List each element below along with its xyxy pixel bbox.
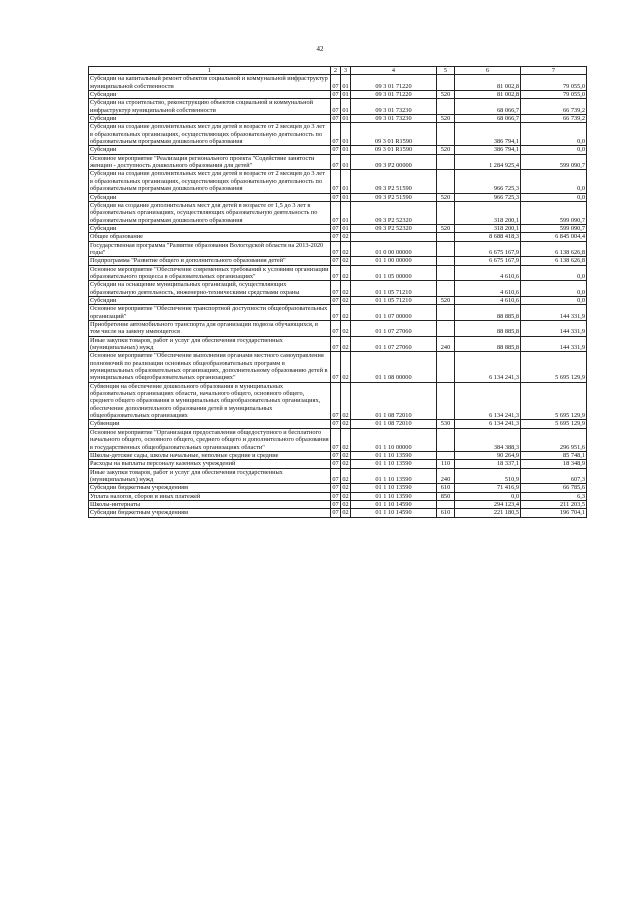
expense-type-cell: 850	[437, 492, 455, 500]
expense-type-cell	[437, 428, 455, 451]
expense-type-cell	[437, 233, 455, 241]
row-name-cell: Уплата налогов, сборов и иных платежей	[89, 492, 331, 500]
table-row	[89, 233, 587, 241]
table-row	[89, 428, 587, 451]
table-row	[89, 420, 587, 428]
amount-2019-cell: 318 200,1	[455, 224, 521, 232]
subsection-code-cell: 02	[341, 265, 351, 281]
subsection-code-cell: 02	[342, 484, 349, 492]
row-name-cell: Субсидии бюджетным учреждениям	[89, 509, 331, 517]
target-article-cell: 01 1 05 71210	[351, 296, 437, 304]
target-article-cell: 09 3 P2 52320	[351, 224, 437, 232]
expense-type-cell	[437, 154, 455, 170]
row-name-cell: Субсидии	[89, 115, 331, 123]
target-article-cell: 09 3 01 71220	[351, 91, 437, 99]
expense-type-cell	[437, 99, 455, 115]
amount-2019-cell: 81 002,8	[455, 75, 521, 91]
section-code-cell: 07	[332, 500, 339, 508]
table-row	[89, 201, 587, 224]
row-name-cell: Школы-интернаты	[89, 500, 331, 508]
amount-2020-cell: 0,0	[521, 265, 587, 281]
table-row	[89, 484, 587, 492]
expense-type-cell	[437, 75, 455, 91]
amount-2019-cell: 386 794,1	[455, 123, 521, 146]
target-article-cell: 09 3 01 73230	[351, 99, 437, 115]
subsection-code-cell: 02	[341, 281, 351, 297]
amount-2019-cell: 386 794,1	[455, 146, 521, 154]
row-name-cell: Общее образование	[89, 233, 331, 241]
amount-2019-cell: 68 066,7	[455, 99, 521, 115]
budget-table	[88, 66, 587, 518]
subsection-code-cell: 02	[342, 460, 349, 468]
subsection-code-cell: 02	[342, 509, 349, 517]
amount-2019-cell: 81 002,8	[455, 91, 521, 99]
amount-2020-cell: 79 055,0	[521, 75, 587, 91]
row-name-cell: Субвенция на обеспечение дошкольного образования в муниципальных образовательных организациях области, начального общего, основного общего, среднего общего образования в муниципальных общеобразовательных организациях, обеспечение дополнительного образования детей в муниципальных общеобразовательных организациях	[89, 382, 331, 420]
section-code-cell: 07	[332, 296, 339, 304]
section-code-cell: 07	[331, 265, 341, 281]
section-code-cell: 07	[332, 451, 339, 459]
row-name-cell: Приобретение автомобильного транспорта для организации подвоза обучающихся, в том числе на замену имеющегося	[89, 321, 331, 337]
target-article-cell: 09 3 01 71220	[351, 75, 437, 91]
subsection-code-cell: 02	[341, 336, 351, 352]
row-name-cell: Субсидии	[89, 224, 331, 232]
row-name-cell: Субсидии на строительство, реконструкцию объектов социальной и коммунальной инфраструктур муниципальной собственности	[89, 99, 331, 115]
subsection-code-cell: 02	[341, 428, 351, 451]
row-name-cell: Субсидии	[89, 193, 331, 201]
target-article-cell: 01 1 08 72010	[351, 382, 437, 420]
section-code-cell: 07	[332, 146, 339, 154]
amount-2019-cell: 6 675 167,9	[455, 241, 521, 257]
table-header-row	[89, 67, 587, 75]
amount-2020-cell: 211 203,5	[521, 500, 587, 508]
amount-2020-cell: 66 785,6	[521, 484, 587, 492]
section-code-cell: 07	[331, 305, 341, 321]
table-row	[89, 382, 587, 420]
amount-2020-cell: 296 951,6	[521, 428, 587, 451]
amount-2020-cell: 5 695 129,9	[521, 420, 587, 428]
amount-2020-cell: 66 739,2	[521, 99, 587, 115]
amount-2020-cell: 144 331,9	[521, 305, 587, 321]
page-number: 42	[316, 45, 324, 53]
amount-2020-cell: 0,0	[521, 296, 587, 304]
expense-type-cell	[437, 241, 455, 257]
table-row	[89, 265, 587, 281]
section-code-cell: 07	[332, 233, 339, 241]
expense-type-cell	[437, 321, 455, 337]
subsection-code-cell: 02	[342, 420, 349, 428]
target-article-cell: 01 1 10 14590	[351, 500, 437, 508]
amount-2020-cell: 0,0	[521, 281, 587, 297]
table-row	[89, 115, 587, 123]
subsection-code-cell: 01	[341, 75, 351, 91]
section-code-cell: 07	[331, 75, 341, 91]
subsection-code-cell: 02	[342, 500, 349, 508]
row-name-cell: Субсидии на создание дополнительных мест для детей в возрасте от 2 месяцев до 3 лет в образовательных организациях, осуществляющих образовательную деятельность по образовательным программам дошкольного образования	[89, 170, 331, 193]
table-row	[89, 75, 587, 91]
amount-2019-cell: 384 388,3	[455, 428, 521, 451]
header-cell: 7	[521, 67, 587, 75]
subsection-code-cell: 01	[342, 91, 349, 99]
table-row	[89, 305, 587, 321]
row-name-cell: Субсидии на капитальный ремонт объектов социальной и коммунальной инфраструктур муниципальной собственности	[89, 75, 331, 91]
expense-type-cell: 110	[437, 460, 455, 468]
table-row	[89, 91, 587, 99]
target-article-cell: 09 3 01 R1590	[351, 146, 437, 154]
target-article-cell: 01 1 07 27060	[351, 336, 437, 352]
target-article-cell: 09 3 01 R1590	[351, 123, 437, 146]
section-code-cell: 07	[331, 99, 341, 115]
table-row	[89, 281, 587, 297]
subsection-code-cell: 01	[341, 201, 351, 224]
amount-2019-cell: 6 134 241,3	[455, 352, 521, 382]
amount-2020-cell: 18 348,9	[521, 460, 587, 468]
table-row	[89, 241, 587, 257]
amount-2020-cell: 144 331,9	[521, 336, 587, 352]
row-name-cell: Основное мероприятие "Организация предоставления общедоступного и бесплатного начального общего, основного общего, среднего общего и дополнительного образования в государственных общеобразовательных организациях области"	[90, 428, 329, 451]
section-code-cell: 07	[331, 281, 341, 297]
amount-2019-cell: 221 180,5	[455, 509, 521, 517]
row-name-cell: Субсидии на оснащение муниципальных организаций, осуществляющих образовательную деятельность, инженерно-техническими средствами охраны	[89, 281, 331, 297]
expense-type-cell: 530	[437, 420, 455, 428]
amount-2019-cell: 88 885,8	[455, 321, 521, 337]
expense-type-cell	[437, 451, 455, 459]
header-cell: 1	[89, 67, 331, 75]
expense-type-cell	[437, 170, 455, 193]
amount-2019-cell: 88 885,8	[455, 305, 521, 321]
subsection-code-cell: 01	[341, 154, 351, 170]
subsection-code-cell: 01	[342, 115, 349, 123]
subsection-code-cell: 01	[342, 146, 349, 154]
table-row	[89, 451, 587, 459]
section-code-cell: 07	[331, 428, 341, 451]
target-article-cell: 01 1 10 13590	[351, 492, 437, 500]
target-article-cell: 01 0 00 00000	[351, 241, 437, 257]
target-article-cell: 01 1 08 72010	[351, 420, 437, 428]
subsection-code-cell: 01	[341, 99, 351, 115]
amount-2020-cell: 6 138 626,8	[521, 241, 587, 257]
row-name-cell: Школы-детские сады, школы начальные, неполные средние и средние	[89, 451, 331, 459]
amount-2020-cell: 6,3	[521, 492, 587, 500]
table-row	[89, 123, 587, 146]
section-code-cell: 07	[332, 193, 339, 201]
subsection-code-cell: 02	[342, 296, 349, 304]
row-name-cell: Субсидии	[89, 146, 331, 154]
row-name-cell: Подпрограмма "Развитие общего и дополнительного образования детей"	[89, 257, 331, 265]
row-name-cell: Государственная программа "Развитие образования Вологодской области на 2013-2020 годы"	[89, 241, 331, 257]
amount-2020-cell: 599 090,7	[521, 201, 587, 224]
expense-type-cell	[437, 265, 455, 281]
table-row	[89, 224, 587, 232]
section-code-cell: 07	[331, 382, 341, 420]
subsection-code-cell: 01	[341, 170, 351, 193]
table-row	[89, 352, 587, 382]
row-name-cell: Иные закупки товаров, работ и услуг для обеспечения государственных (муниципальных) нужд	[89, 336, 331, 352]
amount-2020-cell: 79 055,0	[521, 91, 587, 99]
table-body	[89, 75, 587, 517]
amount-2019-cell: 4 610,6	[455, 265, 521, 281]
table-row	[89, 170, 587, 193]
target-article-cell: 09 3 P2 51590	[351, 193, 437, 201]
table-row	[89, 336, 587, 352]
header-cell: 4	[351, 67, 437, 75]
subsection-code-cell: 02	[341, 241, 351, 257]
target-article-cell: 09 3 P2 51590	[351, 170, 437, 193]
amount-2019-cell: 0,0	[455, 492, 521, 500]
subsection-code-cell: 02	[342, 492, 349, 500]
row-name-cell: Основное мероприятие "Обеспечение выполнения органами местного самоуправления полномочий по реализации основных общеобразовательных программ в муниципальных образовательных организациях, дополнительному образованию детей в муниципальных общеобразовательных организациях"	[89, 352, 331, 382]
table-row	[89, 460, 587, 468]
amount-2019-cell: 966 725,3	[455, 193, 521, 201]
expense-type-cell	[437, 382, 455, 420]
amount-2020-cell: 85 748,1	[521, 451, 587, 459]
expense-type-cell: 520	[437, 193, 455, 201]
expense-type-cell: 520	[437, 115, 455, 123]
subsection-code-cell: 02	[342, 257, 349, 265]
row-name-cell: Основное мероприятие "Обеспечение современных требований к условиям организации образовательного процесса в образовательных организациях"	[90, 265, 329, 280]
row-name-cell: Субсидии на создание дополнительных мест для детей в возрасте от 2 месяцев до 3 лет в образовательных организациях, осуществляющих образовательную деятельность по образовательным программам дошкольного образования	[89, 123, 331, 146]
target-article-cell: 01 1 10 00000	[351, 428, 437, 451]
amount-2019-cell: 4 610,6	[455, 281, 521, 297]
table-row	[89, 257, 587, 265]
amount-2019-cell: 318 200,1	[455, 201, 521, 224]
table-row	[89, 509, 587, 517]
amount-2020-cell: 0,0	[521, 170, 587, 193]
section-code-cell: 07	[332, 257, 339, 265]
header-cell: 5	[437, 67, 455, 75]
header-cell: 3	[341, 67, 351, 75]
expense-type-cell	[437, 281, 455, 297]
amount-2020-cell: 5 695 129,9	[521, 382, 587, 420]
amount-2020-cell: 607,3	[521, 468, 587, 484]
table-row	[89, 296, 587, 304]
row-name-cell: Субсидии	[89, 91, 331, 99]
expense-type-cell	[437, 352, 455, 382]
section-code-cell: 07	[331, 321, 341, 337]
amount-2020-cell: 5 695 129,9	[521, 352, 587, 382]
row-name-cell: Иные закупки товаров, работ и услуг для обеспечения государственных (муниципальных) нужд	[89, 468, 331, 484]
section-code-cell: 07	[332, 420, 339, 428]
expense-type-cell: 240	[437, 468, 455, 484]
amount-2019-cell: 90 264,9	[455, 451, 521, 459]
subsection-code-cell: 01	[341, 123, 351, 146]
target-article-cell: 01 1 10 13590	[351, 468, 437, 484]
table-row	[89, 154, 587, 170]
target-article-cell: 01 1 05 00000	[351, 265, 437, 281]
table-row	[89, 321, 587, 337]
amount-2019-cell: 294 123,4	[455, 500, 521, 508]
expense-type-cell: 610	[437, 484, 455, 492]
expense-type-cell	[437, 500, 455, 508]
expense-type-cell: 520	[437, 91, 455, 99]
target-article-cell: 01 1 00 00000	[351, 257, 437, 265]
amount-2020-cell: 144 331,9	[521, 321, 587, 337]
target-article-cell: 01 1 07 27060	[351, 321, 437, 337]
amount-2020-cell: 599 090,7	[521, 154, 587, 170]
amount-2019-cell: 68 066,7	[455, 115, 521, 123]
expense-type-cell: 240	[437, 336, 455, 352]
header-cell: 2	[331, 67, 341, 75]
expense-type-cell	[437, 305, 455, 321]
table-row	[89, 193, 587, 201]
subsection-code-cell: 02	[342, 451, 349, 459]
section-code-cell: 07	[331, 170, 341, 193]
amount-2019-cell: 6 134 241,3	[455, 420, 521, 428]
section-code-cell: 07	[331, 352, 341, 382]
row-name-cell: Субвенции	[89, 420, 331, 428]
target-article-cell: 01 1 08 00000	[351, 352, 437, 382]
amount-2020-cell: 0,0	[521, 193, 587, 201]
table-row	[89, 492, 587, 500]
target-article-cell: 01 1 07 00000	[351, 305, 437, 321]
row-name-cell: Субсидии	[89, 296, 331, 304]
amount-2020-cell: 0,0	[521, 123, 587, 146]
amount-2020-cell: 6 138 626,8	[521, 257, 587, 265]
row-name-cell: Субсидии бюджетным учреждениям	[89, 484, 331, 492]
target-article-cell: 01 1 10 13590	[351, 451, 437, 459]
subsection-code-cell: 02	[341, 352, 351, 382]
expense-type-cell: 520	[437, 296, 455, 304]
row-name-cell: Основное мероприятие "Реализация регионального проекта "Содействие занятости женщин - доступность дошкольного образования для детей"	[89, 154, 331, 170]
amount-2019-cell: 18 337,1	[455, 460, 521, 468]
target-article-cell: 01 1 05 71210	[351, 281, 437, 297]
section-code-cell: 07	[331, 468, 341, 484]
subsection-code-cell: 02	[341, 305, 351, 321]
table-row	[89, 500, 587, 508]
section-code-cell: 07	[331, 336, 341, 352]
expense-type-cell	[437, 123, 455, 146]
expense-type-cell: 520	[437, 146, 455, 154]
subsection-code-cell: 02	[341, 382, 351, 420]
expense-type-cell: 520	[437, 224, 455, 232]
target-article-cell: 09 3 P2 00000	[351, 154, 437, 170]
table-row	[89, 99, 587, 115]
expense-type-cell	[437, 257, 455, 265]
target-article-cell: 01 1 10 13590	[351, 484, 437, 492]
row-name-cell: Основное мероприятие "Обеспечение транспортной доступности общеобразовательных организаций"	[89, 305, 331, 321]
table-row	[89, 146, 587, 154]
section-code-cell: 07	[331, 154, 341, 170]
subsection-code-cell: 01	[342, 193, 349, 201]
section-code-cell: 07	[332, 492, 339, 500]
subsection-code-cell: 02	[342, 233, 349, 241]
amount-2019-cell: 1 284 925,4	[455, 154, 521, 170]
expense-type-cell: 610	[437, 509, 455, 517]
amount-2019-cell: 4 610,6	[455, 296, 521, 304]
section-code-cell: 07	[331, 201, 341, 224]
target-article-cell: 01 1 10 14590	[351, 509, 437, 517]
amount-2019-cell: 6 675 167,9	[455, 257, 521, 265]
subsection-code-cell: 01	[342, 224, 349, 232]
target-article-cell: 09 3 P2 52320	[351, 201, 437, 224]
amount-2020-cell: 66 739,2	[521, 115, 587, 123]
section-code-cell: 07	[332, 115, 339, 123]
row-name-cell: Расходы на выплаты персоналу казенных учреждений	[89, 460, 331, 468]
amount-2019-cell: 8 688 418,3	[455, 233, 521, 241]
amount-2020-cell: 0,0	[521, 146, 587, 154]
amount-2020-cell: 196 704,1	[521, 509, 587, 517]
amount-2019-cell: 966 725,3	[455, 170, 521, 193]
target-article-cell: 01 1 10 13590	[351, 460, 437, 468]
amount-2019-cell: 6 134 241,3	[455, 382, 521, 420]
section-code-cell: 07	[332, 509, 339, 517]
row-name-cell: Субсидия на создание дополнительных мест для детей в возрасте от 1,5 до 3 лет в образовательных организациях, осуществляющих образовательную деятельность по образовательным программам дошкольного образования	[89, 201, 331, 224]
amount-2020-cell: 6 845 004,4	[521, 233, 587, 241]
expense-type-cell	[437, 201, 455, 224]
section-code-cell: 07	[332, 460, 339, 468]
section-code-cell: 07	[332, 224, 339, 232]
amount-2019-cell: 88 885,8	[455, 336, 521, 352]
amount-2019-cell: 71 416,9	[455, 484, 521, 492]
target-article-cell	[351, 233, 437, 241]
section-code-cell: 07	[332, 484, 339, 492]
amount-2020-cell: 599 090,7	[521, 224, 587, 232]
section-code-cell: 07	[332, 91, 339, 99]
table-row	[89, 468, 587, 484]
target-article-cell: 09 3 01 73230	[351, 115, 437, 123]
subsection-code-cell: 02	[341, 468, 351, 484]
section-code-cell: 07	[331, 123, 341, 146]
header-cell: 6	[455, 67, 521, 75]
amount-2019-cell: 510,9	[455, 468, 521, 484]
section-code-cell: 07	[331, 241, 341, 257]
subsection-code-cell: 02	[341, 321, 351, 337]
